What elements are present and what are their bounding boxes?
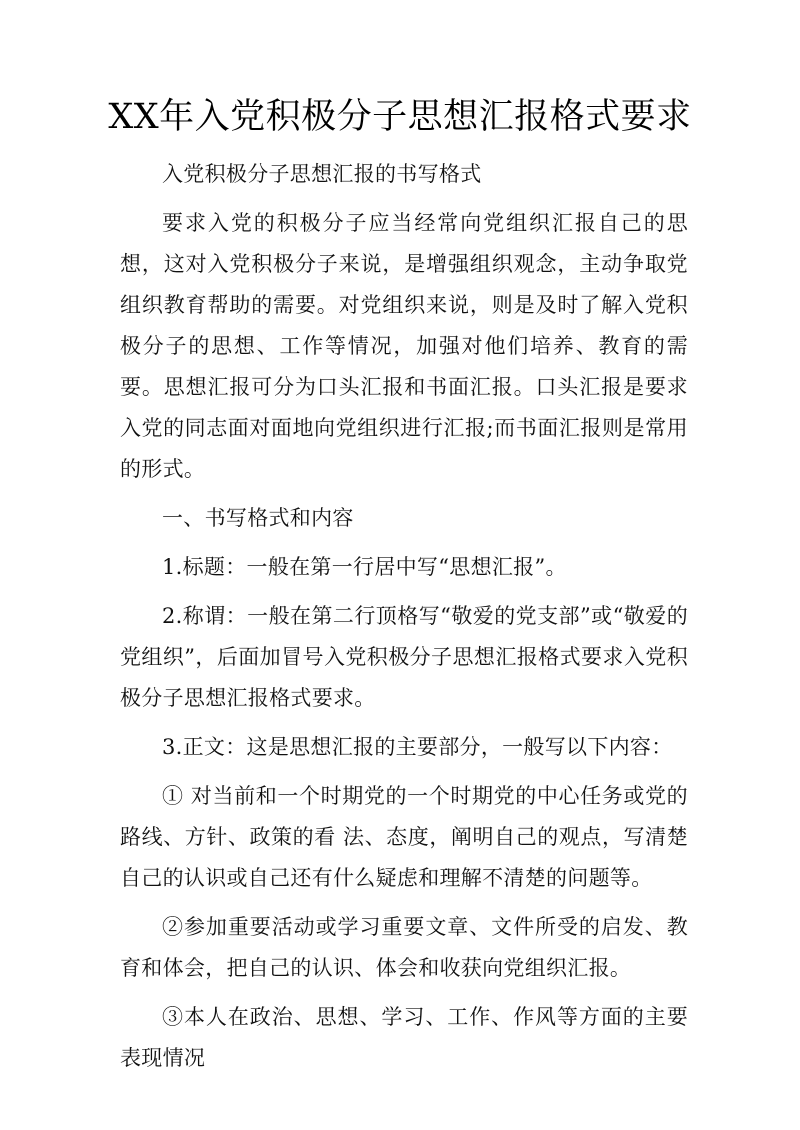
paragraph-point-1: ① 对当前和一个时期党的一个时期党的中心任务或党的路线、方针、政策的看 法、态度，阐明自己的观点，写清楚自己的认识或自己还有什么疑虑和理解不清楚的问题等。 — [120, 784, 688, 890]
paragraph-item-salutation: 2.称谓：一般在第二行顶格写“敬爱的党支部”或“敬爱的党组织”，后面加冒号入党积极分子思想汇报格式要求入党积极分子思想汇报格式要求。 — [120, 604, 688, 710]
paragraph-item-body: 3.正文：这是思想汇报的主要部分，一般写以下内容： — [162, 735, 673, 759]
paragraph-point-3: ③本人在政治、思想、学习、工作、作风等方面的主要表现情况 — [120, 1005, 688, 1070]
paragraph-point-2: ②参加重要活动或学习重要文章、文件所受的启发、教育和体会，把自己的认识、体会和收获向党组织汇报。 — [120, 915, 688, 980]
paragraph-section-heading: 一、书写格式和内容 — [162, 506, 354, 530]
document-title: XX年入党积极分子思想汇报格式要求 — [108, 97, 692, 137]
document-body — [120, 154, 688, 1079]
paragraph-item-title: 1.标题：一般在第一行居中写“思想汇报”。 — [162, 555, 567, 579]
paragraph-subtitle: 入党积极分子思想汇报的书写格式 — [162, 162, 482, 186]
paragraph-intro: 要求入党的积极分子应当经常向党组织汇报自己的思想，这对入党积极分子来说，是增强组织观念，主动争取党组织教育帮助的需要。对党组织来说，则是及时了解入党积极分子的思想、工作等情况，加强对他们培养、教育的需要。思想汇报可分为口头汇报和书面汇报。口头汇报是要求入党的同志面对面地向党组织进行汇报;而书面汇报则是常用的形式。 — [120, 211, 688, 481]
